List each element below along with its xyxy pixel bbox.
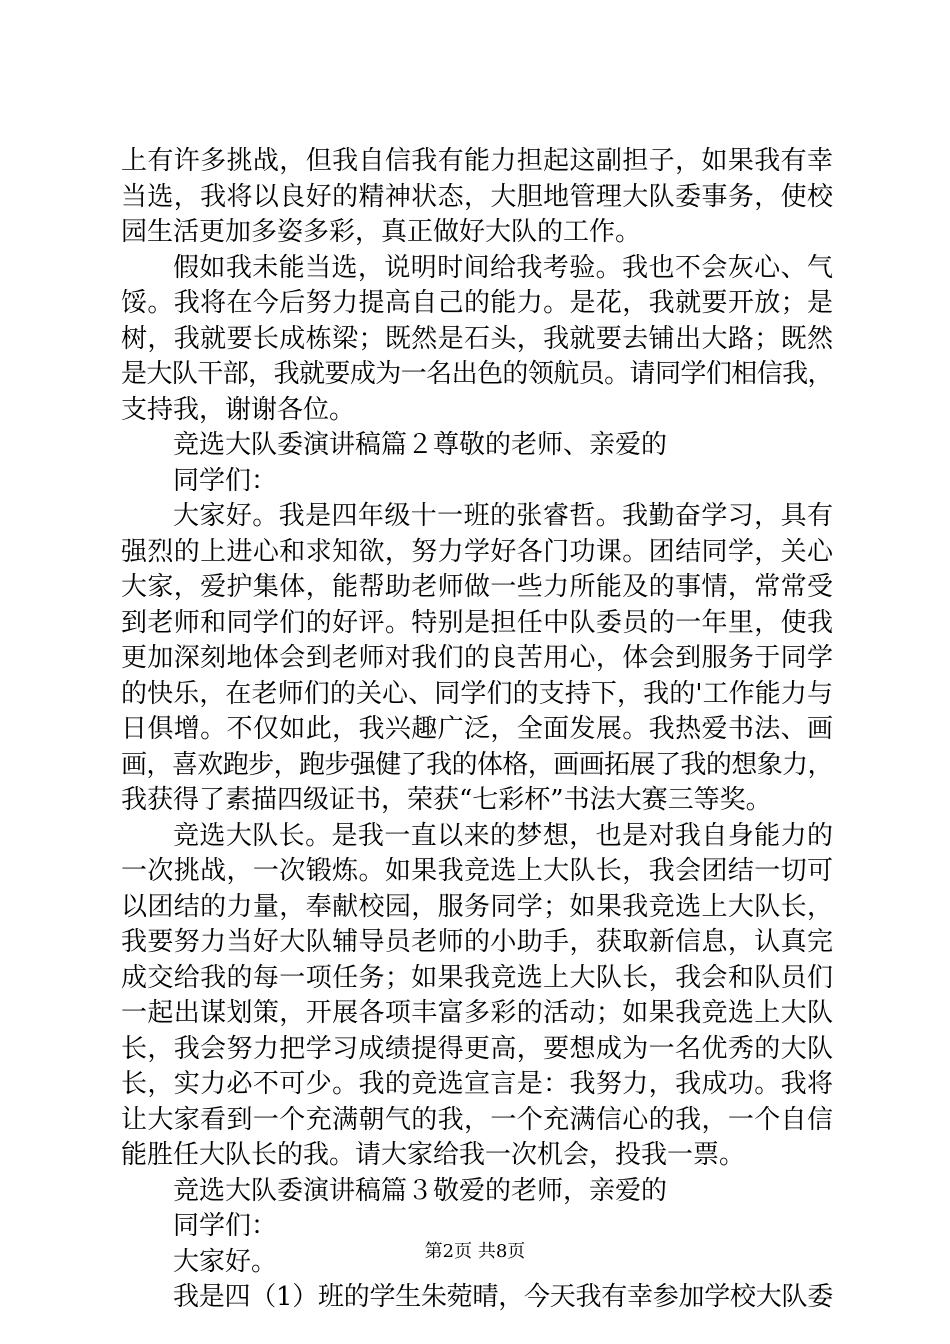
- text-line: 大家好。: [173, 1246, 278, 1277]
- text-line: 是大队干部，我就要成为一名出色的领航员。请同学们相信我，: [121, 359, 833, 389]
- text-line: 当选，我将以良好的精神状态，大胆地管理大队委事务，使校: [121, 181, 833, 212]
- text-line: 园生活更加多姿多彩，真正做好大队的工作。: [121, 217, 642, 247]
- text-line: 上有许多挑战，但我自信我有能力担起这副担子，如果我有幸: [121, 146, 833, 176]
- text-line: 我是四（1）班的学生朱菀晴，今天我有幸参加学校大队委: [173, 1282, 833, 1312]
- text-line: 画，喜欢跑步，跑步强健了我的体格，画画拓展了我的想象力，: [121, 749, 833, 780]
- text-line: 长，我会努力把学习成绩提得更高，要想成为一名优秀的大队: [121, 1033, 833, 1064]
- text-line: 长，实力必不可少。我的竞选宣言是：我努力，我成功。我将: [121, 1069, 833, 1099]
- text-line: 树，我就要长成栋梁；既然是石头，我就要去铺出大路；既然: [121, 323, 833, 354]
- text-line: 到老师和同学们的好评。特别是担任中队委员的一年里，使我: [121, 607, 833, 638]
- text-line: 竞选大队长。是我一直以来的梦想，也是对我自身能力的: [173, 820, 833, 851]
- text-line: 让大家看到一个充满朝气的我，一个充满信心的我，一个自信: [121, 1104, 833, 1135]
- text-line: 同学们：: [173, 1211, 278, 1241]
- text-line: 一次挑战，一次锻炼。如果我竞选上大队长，我会团结一切可: [121, 856, 833, 886]
- text-line: 一起出谋划策，开展各项丰富多彩的活动；如果我竞选上大队: [121, 998, 833, 1028]
- text-line: 成交给我的每一项任务；如果我竞选上大队长，我会和队员们: [121, 962, 833, 993]
- text-line: 日俱增。不仅如此，我兴趣广泛，全面发展。我热爱书法、画: [121, 714, 833, 744]
- text-line: 强烈的上进心和求知欲，努力学好各门功课。团结同学，关心: [121, 536, 833, 567]
- text-line: 同学们：: [173, 465, 278, 496]
- text-line: 馁。我将在今后努力提高自己的能力。是花，我就要开放；是: [121, 288, 833, 318]
- text-line: 更加深刻地体会到老师对我们的良苦用心，体会到服务于同学: [121, 643, 833, 673]
- text-line: 竞选大队委演讲稿篇３敬爱的老师，亲爱的: [173, 1175, 668, 1206]
- text-line: 的快乐，在老师们的关心、同学们的支持下，我的'工作能力与: [121, 678, 833, 709]
- text-line: 我要努力当好大队辅导员老师的小助手，获取新信息，认真完: [121, 927, 833, 957]
- text-line: 我获得了素描四级证书，荣获“七彩杯”书法大赛三等奖。: [121, 785, 772, 815]
- text-line: 支持我，谢谢各位。: [121, 394, 356, 425]
- text-line: 能胜任大队长的我。请大家给我一次机会，投我一票。: [121, 1140, 746, 1170]
- document-body: [121, 144, 833, 1316]
- text-line: 假如我未能当选，说明时间给我考验。我也不会灰心、气: [173, 252, 833, 283]
- text-line: 竞选大队委演讲稿篇２尊敬的老师、亲爱的: [173, 430, 668, 460]
- page-footer: 第2页 共8页: [424, 1241, 526, 1262]
- text-line: 大家，爱护集体，能帮助老师做一些力所能及的事情，常常受: [121, 572, 833, 602]
- text-line: 以团结的力量，奉献校园，服务同学；如果我竞选上大队长，: [121, 891, 833, 922]
- text-line: 大家好。我是四年级十一班的张睿哲。我勤奋学习，具有: [173, 501, 833, 531]
